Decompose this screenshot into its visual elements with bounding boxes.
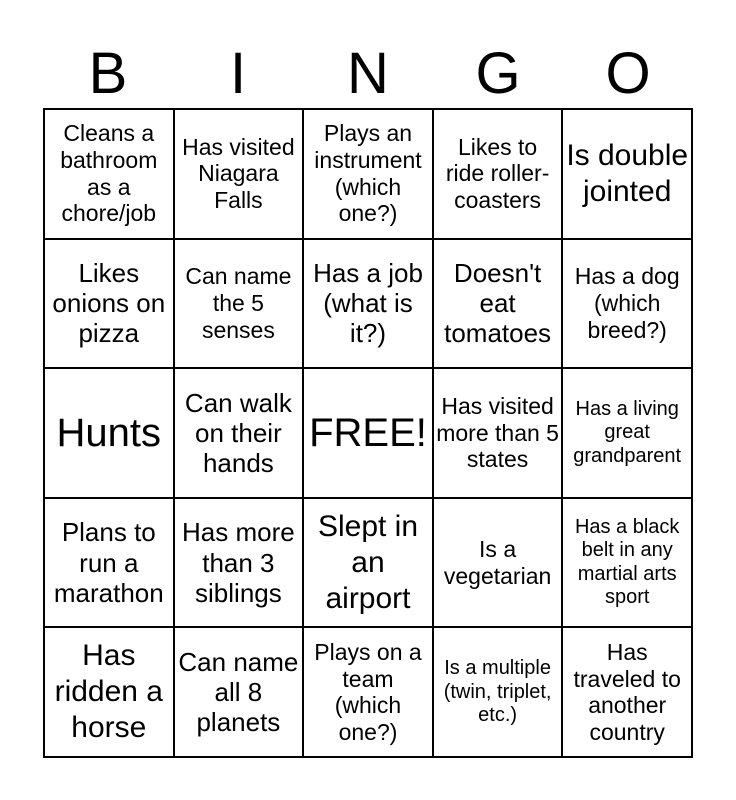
bingo-cell-r1-c4[interactable]: Likes to ride roller-coasters (433, 109, 563, 239)
bingo-cell-r4-c5[interactable]: Has a black belt in any martial arts sport (562, 498, 692, 628)
bingo-cell-r4-c4[interactable]: Is a vegetarian (433, 498, 563, 628)
bingo-cell-r2-c1[interactable]: Likes onions on pizza (44, 239, 174, 369)
header-letter-o: O (605, 41, 651, 106)
header-letter-n: N (347, 41, 389, 106)
bingo-cell-r5-c3[interactable]: Plays on a team (which one?) (303, 627, 433, 757)
header-letter-g: G (475, 41, 521, 106)
bingo-cell-r1-c2[interactable]: Has visited Niagara Falls (174, 109, 304, 239)
bingo-cell-r2-c2[interactable]: Can name the 5 senses (174, 239, 304, 369)
bingo-cell-r1-c5[interactable]: Is double jointed (562, 109, 692, 239)
bingo-cell-r3-c2[interactable]: Can walk on their hands (174, 368, 304, 498)
bingo-cell-r4-c3[interactable]: Slept in an airport (303, 498, 433, 628)
bingo-cell-r1-c1[interactable]: Cleans a bathroom as a chore/job (44, 109, 174, 239)
bingo-cell-r3-c4[interactable]: Has visited more than 5 states (433, 368, 563, 498)
bingo-cell-r2-c3[interactable]: Has a job (what is it?) (303, 239, 433, 369)
bingo-cell-r2-c4[interactable]: Doesn't eat tomatoes (433, 239, 563, 369)
bingo-cell-r1-c3[interactable]: Plays an instrument (which one?) (303, 109, 433, 239)
bingo-header (43, 40, 693, 108)
header-letter-b: B (88, 41, 128, 106)
header-letter-i: I (229, 41, 247, 106)
bingo-cell-r2-c5[interactable]: Has a dog (which breed?) (562, 239, 692, 369)
bingo-cell-r5-c5[interactable]: Has traveled to another country (562, 627, 692, 757)
bingo-free-space[interactable]: FREE! (303, 368, 433, 498)
bingo-cell-r4-c2[interactable]: Has more than 3 siblings (174, 498, 304, 628)
bingo-cell-r3-c1[interactable]: Hunts (44, 368, 174, 498)
bingo-cell-r3-c5[interactable]: Has a living great grandparent (562, 368, 692, 498)
bingo-cell-r5-c1[interactable]: Has ridden a horse (44, 627, 174, 757)
bingo-cell-r4-c1[interactable]: Plans to run a marathon (44, 498, 174, 628)
bingo-cell-r5-c4[interactable]: Is a multiple (twin, triplet, etc.) (433, 627, 563, 757)
bingo-grid (43, 108, 693, 758)
bingo-cell-r5-c2[interactable]: Can name all 8 planets (174, 627, 304, 757)
